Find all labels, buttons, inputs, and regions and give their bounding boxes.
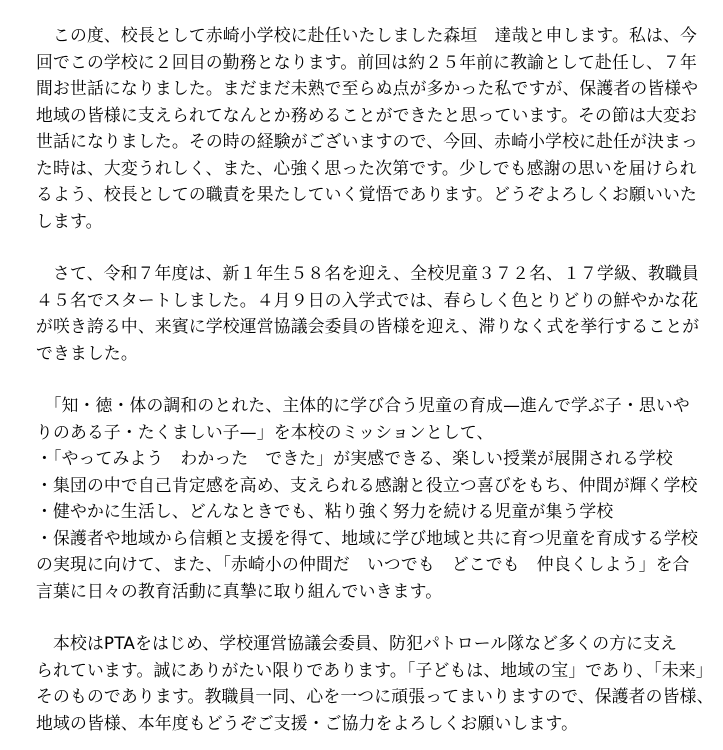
paragraph-school-year (36, 260, 700, 366)
text-line: た時は、大変うれしく、また、心強く思った次第です。少しでも感謝の思いを届けられ (36, 157, 697, 178)
text-line: 本校はPTAをはじめ、学校運営協議会委員、防犯パトロール隊など多くの方に支え (36, 633, 678, 653)
text-line: ４５名でスタートしました。４月９日の入学式では、春らしく色とりどりの鮮やかな花 (36, 289, 699, 310)
text-line: 世話になりました。その時の経験がございますので、今回、赤崎小学校に赴任が決まっ (36, 131, 698, 151)
text-line: 間お世話になりました。まだまだ未熟で至らぬ点が多かった私ですが、保護者の皆様や (36, 78, 699, 98)
principal-greeting-document (36, 22, 714, 736)
text-line: そのものであります。教職員一同、心を一つに頑張ってまいりますので、保護者の皆様、 (36, 686, 714, 706)
text-line: られています。誠にありがたい限りであります。「子どもは、地域の宝」であり、「未来」 (36, 659, 713, 680)
mission-bullet-item: ・集団の中で自己肯定感を高め、支えられる感謝と役立つ喜びをもち、仲間が輝く学校 (36, 474, 698, 495)
text-line: できました。 (36, 342, 138, 363)
mission-bullet-item: ・健やかに生活し、どんなときでも、粘り強く努力を続ける児童が集う学校 (36, 501, 614, 521)
mission-bullet-item: ・「やってみよう わかった できた」が実感できる、楽しい授業が展開される学校 (36, 448, 673, 468)
text-line: の実現に向けて、また、「赤崎小の仲間だ いつでも どこでも 仲良くしよう」を合 (36, 554, 690, 574)
text-line: るよう、校長としての職責を果たしていく覚悟であります。どうぞよろしくお願いいた (36, 184, 697, 204)
text-line: が咲き誇る中、来賓に学校運営協議会委員の皆様を迎え、滞りなく式を挙行することが (36, 316, 700, 336)
text-line: 「知・徳・体の調和のとれた、主体的に学び合う児童の育成—進んで学ぶ子・思いや (36, 395, 690, 415)
paragraph-school-mission (36, 392, 696, 604)
text-line: この度、校長として赤崎小学校に赴任いたしました森垣 達哉と申します。私は、今 (36, 25, 697, 45)
mission-bullet-item: ・保護者や地域から信頼と支援を得て、地域に学び地域と共に育つ児童を育成する学校 (36, 527, 698, 548)
text-line: 地域の皆様に支えられてなんとか務めることができたと思っています。その節は大変お (36, 104, 697, 125)
paragraph-introduction (36, 22, 699, 234)
paragraph-closing (36, 630, 714, 736)
text-line: 地域の皆様、本年度もどうぞご支援・ご協力をよろしくお願いします。 (36, 712, 579, 733)
text-line: します。 (36, 210, 103, 231)
text-line: さて、令和７年度は、新１年生５８名を迎え、全校児童３７２名、１７学級、教職員 (36, 263, 699, 283)
text-line: 回でこの学校に２回目の勤務となります。前回は約２５年前に教諭として赴任し、７年 (36, 51, 697, 72)
text-line: 言葉に日々の教育活動に真摯に取り組んでいきます。 (36, 580, 443, 601)
text-line: りのある子・たくましい子—」を本校のミッションとして、 (36, 421, 494, 442)
